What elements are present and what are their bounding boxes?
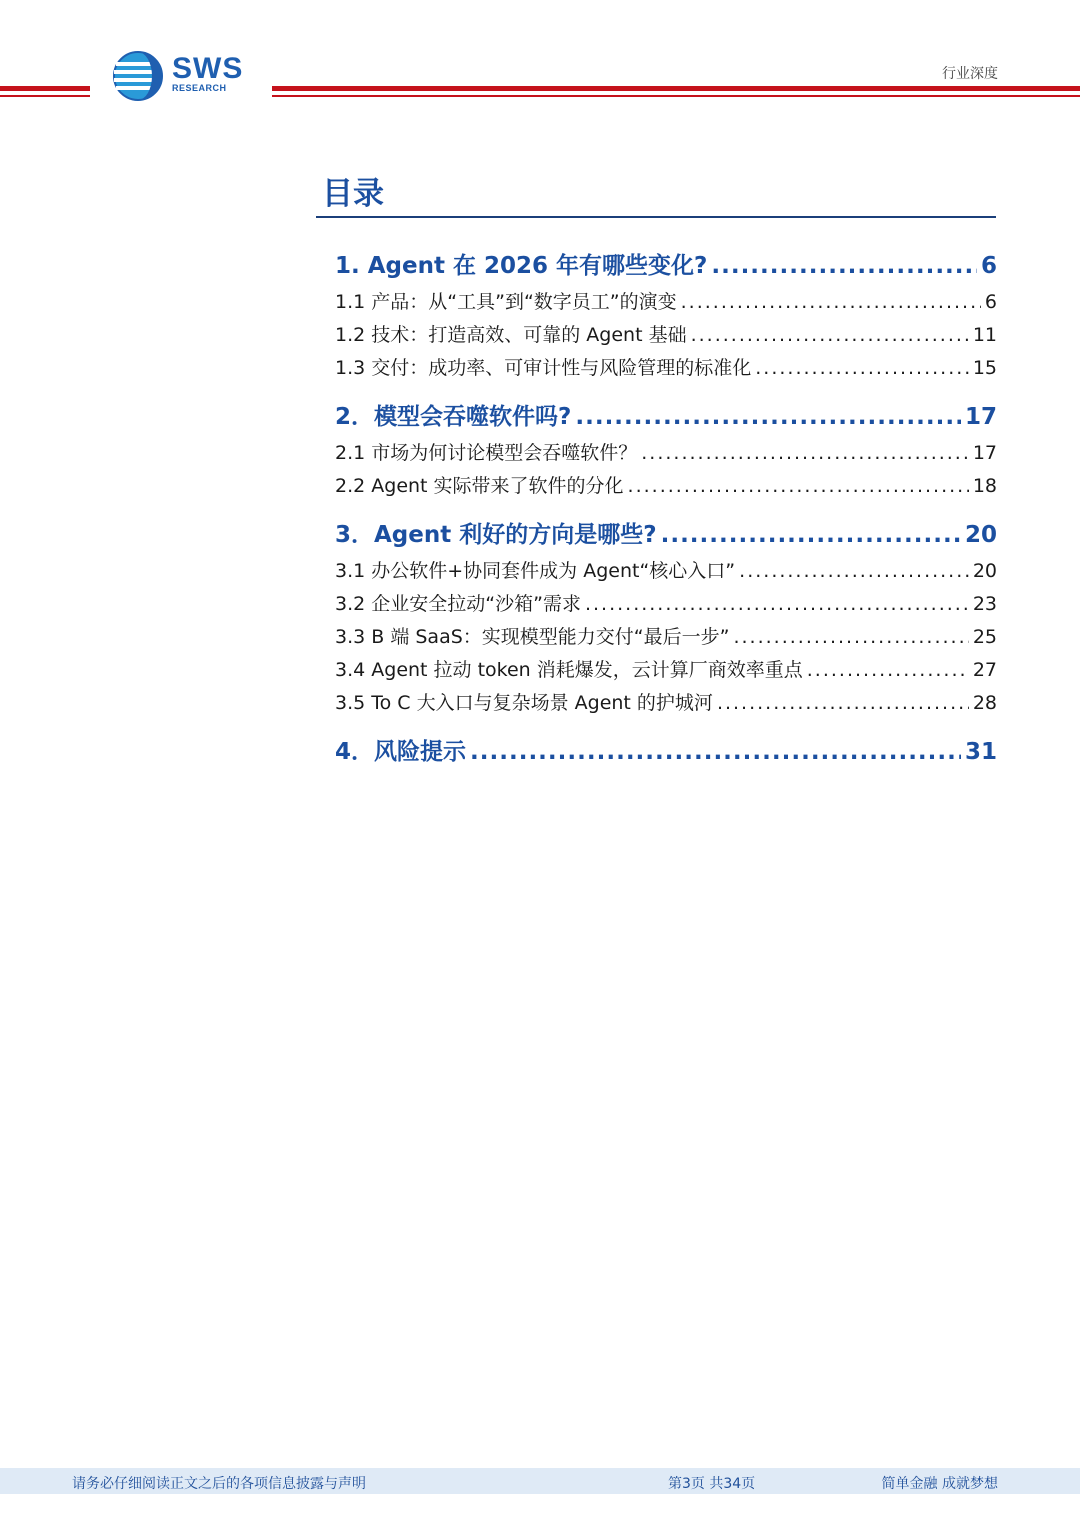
footer-slogan: 简单金融 成就梦想 (881, 1476, 998, 1492)
logo-subtext: RESEARCH (172, 83, 227, 93)
toc-item-3-1[interactable] (335, 555, 997, 588)
toc-leader-dots (691, 319, 969, 352)
toc-item-label: 3.3 B 端 SaaS：实现模型能力交付“最后一步” (335, 626, 730, 648)
toc-leader-dots (585, 588, 969, 621)
toc-page-number: 18 (972, 475, 997, 497)
footer-page-info: 第3页 共34页 (668, 1476, 756, 1492)
toc-leader-dots (755, 352, 969, 385)
toc-leader-dots (681, 286, 981, 319)
toc-page-number: 11 (972, 324, 997, 346)
toc-item-label: 3.2 企业安全拉动“沙箱”需求 (335, 593, 581, 615)
toc-title: 目录 (322, 176, 384, 212)
report-type-label: 行业深度 (942, 66, 998, 82)
toc-section-label: 1. Agent 在 2026 年有哪些变化? (335, 253, 708, 279)
toc-leader-dots (807, 654, 969, 687)
toc-page-number: 6 (984, 291, 997, 313)
toc-item-label: 3.5 To C 大入口与复杂场景 Agent 的护城河 (335, 692, 713, 714)
toc-leader-dots (641, 437, 969, 470)
toc-item-3-3[interactable] (335, 621, 997, 654)
toc-leader-dots (733, 621, 968, 654)
toc-item-3-5[interactable] (335, 687, 997, 720)
toc-item-label: 3.4 Agent 拉动 token 消耗爆发，云计算厂商效率重点 (335, 659, 803, 681)
toc-leader-dots (470, 732, 961, 772)
toc-section-label: 3．Agent 利好的方向是哪些? (335, 522, 657, 548)
toc-section-3[interactable] (335, 515, 997, 555)
toc-leader-dots (661, 515, 961, 555)
toc-item-label: 2.1 市场为何讨论模型会吞噬软件？ (335, 442, 638, 464)
toc-item-label: 1.3 交付：成功率、可审计性与风险管理的标准化 (335, 357, 752, 379)
toc-item-1-2[interactable] (335, 319, 997, 352)
sws-globe-icon (112, 50, 164, 102)
header-rule-left (0, 86, 90, 91)
toc-page-number: 28 (972, 692, 997, 714)
toc-leader-dots (628, 470, 969, 503)
toc-item-1-3[interactable] (335, 352, 997, 385)
toc-item-2-2[interactable] (335, 470, 997, 503)
sws-logo (112, 50, 262, 102)
toc-item-2-1[interactable] (335, 437, 997, 470)
toc-page-number: 17 (972, 442, 997, 464)
toc-page-number: 20 (964, 522, 997, 548)
toc-page-number: 23 (972, 593, 997, 615)
toc-item-label: 1.1 产品：从“工具”到“数字员工”的演变 (335, 291, 677, 313)
footer-disclaimer: 请务必仔细阅读正文之后的各项信息披露与声明 (72, 1476, 366, 1492)
toc-item-label: 3.1 办公软件+协同套件成为 Agent“核心入口” (335, 560, 736, 582)
toc-section-label: 2．模型会吞噬软件吗? (335, 404, 572, 430)
toc-section-2[interactable] (335, 397, 997, 437)
toc-item-1-1[interactable] (335, 286, 997, 319)
toc-item-label: 2.2 Agent 实际带来了软件的分化 (335, 475, 624, 497)
toc-page-number: 15 (972, 357, 997, 379)
logo-text: SWS (172, 52, 244, 85)
toc-leader-dots (711, 246, 977, 286)
toc-leader-dots (717, 687, 969, 720)
toc-page-number: 31 (964, 739, 997, 765)
toc-page-number: 17 (964, 404, 997, 430)
toc-item-label: 1.2 技术：打造高效、可靠的 Agent 基础 (335, 324, 687, 346)
toc-page-number: 25 (972, 626, 997, 648)
header-rule-left-thin (0, 95, 90, 97)
toc-section-4[interactable] (335, 732, 997, 772)
toc-page-number: 6 (980, 253, 997, 279)
toc-title-rule (316, 216, 996, 218)
toc-item-3-4[interactable] (335, 654, 997, 687)
toc-section-label: 4．风险提示 (335, 739, 467, 765)
toc-leader-dots (575, 397, 961, 437)
toc-leader-dots (739, 555, 969, 588)
toc-page-number: 20 (972, 560, 997, 582)
toc-page-number: 27 (972, 659, 997, 681)
table-of-contents (335, 246, 997, 772)
toc-item-3-2[interactable] (335, 588, 997, 621)
toc-section-1[interactable] (335, 246, 997, 286)
header-rule-right (272, 86, 1080, 91)
header-rule-right-thin (272, 95, 1080, 97)
